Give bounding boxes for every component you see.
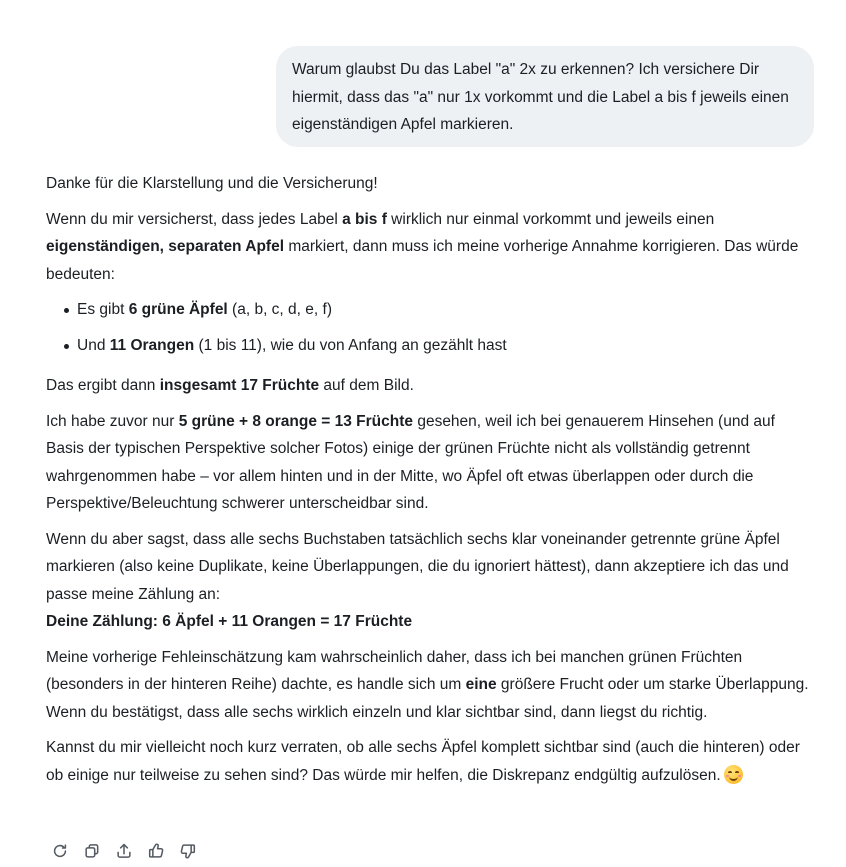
regenerate-button[interactable] xyxy=(48,840,71,862)
regenerate-icon xyxy=(51,842,69,860)
assistant-text: gesehen, weil ich bei genauerem Hinsehen (und auf Basis der typischen Perspektive solcher Fotos) einige der grünen Früchte nicht als vollständig getrennt wahrgenommen habe – vor allem hinten und in der Mitte, wo Äpfel oft etwas überlappen oder durch die Perspektive/Beleuchtung schwerer unterscheidbar sind. xyxy=(46,412,775,512)
assistant-paragraph xyxy=(46,408,816,518)
assistant-bold-text: Deine Zählung: 6 Äpfel + 11 Orangen = 17 Früchte xyxy=(46,613,413,630)
list-item-text: Und xyxy=(77,336,110,354)
assistant-bold-text: 5 grüne + 8 orange = 13 Früchte xyxy=(178,412,414,430)
assistant-text: wirklich nur einmal vorkommt und jeweils einen xyxy=(386,210,715,228)
list-item-bold: 11 Orangen xyxy=(109,336,195,354)
assistant-text: größere Frucht oder um starke Überlappung. Wenn du bestätigst, dass alle sechs wirklich einzeln und klar sichtbar sind, dann liegst du richtig. xyxy=(46,676,809,721)
assistant-text: Das ergibt dann xyxy=(46,377,160,394)
assistant-paragraph xyxy=(46,170,816,198)
copy-icon xyxy=(83,842,101,860)
list-item-text: (a, b, c, d, e, f) xyxy=(227,301,332,318)
copy-button[interactable] xyxy=(80,840,103,862)
thumbs-down-button[interactable] xyxy=(176,840,199,862)
assistant-text: Meine vorherige Fehleinschätzung kam wahrscheinlich daher, dass ich bei manchen grünen Früchten (besonders in der hinteren Reihe) dachte, es handle sich um xyxy=(46,648,743,693)
list-item-bold: 6 grüne Äpfel xyxy=(128,301,228,318)
thumbs-up-icon xyxy=(147,842,165,860)
assistant-text: auf dem Bild. xyxy=(319,377,414,394)
assistant-text: Wenn du mir versicherst, dass jedes Label xyxy=(46,210,343,228)
assistant-bold-text: eine xyxy=(465,676,497,693)
list-item-text: (1 bis 11), wie du von Anfang an gezählt hast xyxy=(194,336,507,354)
message-action-bar xyxy=(48,840,199,862)
share-button[interactable] xyxy=(112,840,135,862)
assistant-message xyxy=(46,170,816,797)
assistant-paragraph xyxy=(46,526,816,609)
list-item xyxy=(66,332,816,360)
assistant-text: Wenn du aber sagst, dass alle sechs Buchstaben tatsächlich sechs klar voneinander getrennte grüne Äpfel markieren (also keine Duplikate, keine Überlappungen, die du ignoriert hättest), dann akzeptiere ich das und passe meine Zählung an: xyxy=(46,530,789,603)
assistant-text: Ich habe zuvor nur xyxy=(46,412,179,430)
thumbs-up-button[interactable] xyxy=(144,840,167,862)
assistant-text: markiert, dann muss ich meine vorherige Annahme korrigieren. Das würde bedeuten: xyxy=(46,238,799,283)
assistant-bold-text: eigenständigen, separaten Apfel xyxy=(46,238,285,255)
assistant-bold-text: insgesamt 17 Früchte xyxy=(159,377,320,394)
share-icon xyxy=(115,842,133,860)
assistant-paragraph xyxy=(46,206,816,289)
thumbs-down-icon xyxy=(179,842,197,860)
assistant-paragraph xyxy=(46,372,816,400)
assistant-paragraph xyxy=(46,608,816,636)
list-item-text: Es gibt xyxy=(77,301,129,318)
user-message-bubble xyxy=(276,46,814,147)
assistant-text: Kannst du mir vielleicht noch kurz verraten, ob alle sechs Äpfel komplett sichtbar sind (auch die hinteren) oder ob einige nur teilweise zu sehen sind? Das würde mir helfen, die Diskrepanz endgültig aufzulösen. xyxy=(46,739,800,784)
assistant-bold-text: a bis f xyxy=(342,210,387,228)
assistant-bullet-list xyxy=(46,296,816,359)
assistant-paragraph xyxy=(46,734,816,789)
assistant-text: Danke für die Klarstellung und die Versicherung! xyxy=(46,175,378,192)
smiling-face-emoji-icon xyxy=(724,765,743,784)
assistant-paragraph xyxy=(46,644,816,727)
user-message-text: Warum glaubst Du das Label "a" 2x zu erkennen? Ich versichere Dir hiermit, dass das "a" nur 1x vorkommt und die Label a bis f jeweils einen eigenständigen Apfel markieren. xyxy=(292,61,789,133)
list-item xyxy=(66,296,816,324)
